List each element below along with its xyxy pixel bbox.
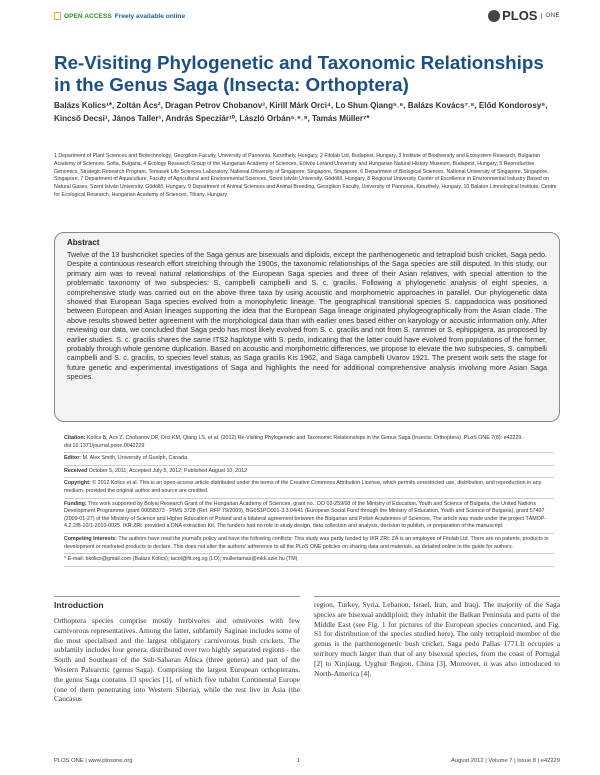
abstract-heading: Abstract xyxy=(67,238,100,247)
open-access-label: OPEN ACCESS xyxy=(64,12,112,20)
intro-column-right: region, Turkey, Syria, Lebanon, Israel, Iran, and Iraq). The majority of the Saga species are bisexual anddiploid; they inhabit the Balkan Peninsula and parts of the Middle East (see Fig. 1 for pictures of the European species concerned, and Fig. S1 for distribution of the species studied here). The only tetraploid member of the genus is the parthenogenetic bush cricket, Saga pedo Pallas 1771.It occupies a territory much larger than that of any bisexual species, from the coast of Portugal [2] to Xinjiang, Uyghur Region, China [3]. Moreover, it was also introduced to North-America [4]. xyxy=(314,600,560,678)
footer-journal[interactable]: PLOS ONE | www.plosone.org xyxy=(54,758,133,764)
competing-interests-row: Competing Interests: The authors have read the journal's policy and have the following conflicts: This study was partly funded by IKR ZRt. ZÁ is an employee of Fitolab Ltd. There are no patents, products in development or marketed products to declare. This does not alter the authors' adherence to all the PLoS ONE policies on sharing data and materials, as detailed online in the guide for authors. xyxy=(64,534,554,554)
article-title: Re-Visiting Phylogenetic and Taxonomic Relationships in the Genus Saga (Insecta: Orthoptera) xyxy=(54,52,544,95)
author-list: Balázs Kolics¹*, Zoltán Ács², Dragan Petrov Chobanov³, Kirill Márk Orci⁴, Lo Shun Qiang⁵˒⁶, Balázs Kovács⁷˒⁸, Előd Kondorosy⁹, Kincső Decsi¹, János Taller¹, András Specziár¹⁰, László Orbán⁵˒⁶˒⁹, Tamás Müller⁷* xyxy=(54,101,548,123)
dates-row: Received October 5, 2011; Accepted July 5, 2012; Published August 10, 2012 xyxy=(64,466,554,479)
freely-available-label: Freely available online xyxy=(114,12,186,20)
abstract-box xyxy=(54,232,560,422)
logo-sub: ONE xyxy=(541,13,560,19)
email-row: * E-mail: bkolics@gmail.com (Balázs Kolics); tacol@fit.org.sg (LO); mullertamas@mkk.szie.hu (TM) xyxy=(64,554,554,567)
affiliations: 1 Department of Plant Sciences and Biotechnology, Georgikon Faculty, University of Pannonia, Keszthely, Hungary, 2 Fitolab Ltd, Budapest, Hungary, 3 Institute of Biodiversity and Ecosystem Research, Bulgarian Academy of Sciences, Sofia, Bulgaria, 4 Ecology Research Group of the Hungarian Academy of Sciences, Eötvös Loránd University and Hungarian Natural History Museum, Budapest, Hungary, 5 Reproductive Genomics, Strategic Research Program, Temasek Life Sciences Laboratory, National University of Singapore, Singapore, Singapore, 6 Department of Biological Sciences, National University of Singapore, Singapore, Singapore, 7 Department of Aquaculture, Faculty of Agricultural and Environmental Sciences, Szent István University, Gödöllő, Hungary, 8 Regional University Center of Excellence in Environmental Industry Based on Natural Gases, Szent István University, Gödöllő, Hungary, 9 Department of Animal Sciences and Animal Breeding, Georgikon Faculty, University of Pannonia, Keszthely, Hungary, 10 Balaton Limnological Institute, Centre for Ecological Research, Hungarian Academy of Sciences, Tihany, Hungary xyxy=(54,153,557,198)
footer-page-number: 1 xyxy=(297,758,301,764)
citation-row: Citation: Kolics B, Ács Z, Chobanov DP, Orci KM, Qiang LS, et al. (2012) Re-Visiting Phylogenetic and Taxonomic Relationships in the Genus Saga (Insecta: Orthoptera). PLoS ONE 7(8): e42229. doi:10.1371/journal.pone.0042229 xyxy=(64,433,554,453)
open-lock-icon xyxy=(54,12,61,20)
plos-logo-icon xyxy=(488,10,500,22)
open-access-badge xyxy=(54,12,185,20)
editor-row: Editor: M. Alex Smith, University of Guelph, Canada xyxy=(64,453,554,466)
column-divider-right xyxy=(314,596,560,597)
column-divider-left xyxy=(54,596,300,597)
journal-header xyxy=(54,8,560,28)
article-metadata xyxy=(64,433,554,567)
copyright-row: Copyright: © 2012 Kolics et al. This is an open-access article distributed under the terms of the Creative Commons Attribution License, which permits unrestricted use, distribution, and reproduction in any medium, provided the original author and source are credited. xyxy=(64,478,554,498)
logo-text: PLOS xyxy=(502,8,538,23)
intro-column-left: Orthoptera species comprise mostly herbivores and omnivores with few carnivorous representatives. Among the latter, subfamily Saginae includes some of the most specialised and the largest obligatory carnivorous bush crickets. The subfamily includes four genera, distributed over two highly separated regions - the South and Southeast of the Sub-Saharan Africa (three genera) and part of the Western Palearctic (genus Saga). Comprising the largest European orthopterans, the genus Saga contains 13 species [1], of which five inhabit Continental Europe (one of them penetrating into Western Siberia), while the rest live in Asia (the Caucasus xyxy=(54,616,300,704)
abstract-text: Twelve of the 13 bushcricket species of the Saga genus are bisexuals and diploids, except the parthenogenetic and tetraploid bush cricket, Saga pedo. Despite a continuous research effort stretching through the 1900s, the taxonomic relationships of the Saga species are still disputed. In this study, our primary aim was to reveal natural relationships of the European Saga species and three of their Asian relatives, with special attention to the problematic taxonomy of two subspecies: S. campbelli campbelli and S. c. gracilis. Following a phylogenetic analysis of eight species, a comprehensive study was carried out on the above three taxa by using acoustic and morphometric approaches in parallel. Our phylogenetic data showed that European Saga species evolved from a monophyletic lineage. The geographical transitional species S. cappadocica was positioned between European and Asian lineages supporting the idea that the European Saga lineage originated phylogeographically from the Asian clade. The above results showed better agreement with the morphological data than with earlier ones based either on karyology or acoustic information only. After reviewing our data, we concluded that Saga pedo has most likely evolved from S. c. gracilis and not from S. rammei or S. ephippigera, as proposed by earlier studies. S. c. gracilis shares the same ITS2 haplotype with S. pedo, indicating that the latter could have evolved from populations of the former, probably through whole genome duplication. Based on acoustic and morphometric differences, we propose to elevate the two subspecies, S. campbelli campbelli and S. c. gracilis, to species level status, as Saga gracilis Kis 1962, and Saga campbelli Uvarov 1921. The present work sets the stage for future genetic and experimental investigations of Saga and highlights the need for additional comprehensive analysis involving more Asian Saga species. xyxy=(67,250,547,382)
introduction-heading: Introduction xyxy=(54,600,104,610)
plos-one-logo xyxy=(488,8,560,23)
funding-row: Funding: This work supported by Bolyai Research Grant of the Hungarian Academy of Sciences, grant no.: DO 02-259/08 of the Ministry of Education, Youth and Science of Bulgaria, the United Nations Development Programme (grant 00058373 - PIMS 3728 (Ref. RFP 79/2009), BG0S1PO001-3.3.04/41 (European Social Fund through the Ministry of Education, Youth and Science of Bulgaria), grant 57497 (2009-01-27) of the Ministry of Science and Higher Education of Poland and a bilateral agreement between the Bulgarian and Polish Academies of Sciences. The article was made under the project TÁMOP-4.2.2/B-10/1-2010-0025. IKR ZRt. provided a DNA extraction Kit. The funders had no role in study design, data collection and analysis, decision to publish, or preparation of the manuscript. xyxy=(64,499,554,534)
footer-issue: August 2012 | Volume 7 | Issue 8 | e42229 xyxy=(451,758,560,764)
